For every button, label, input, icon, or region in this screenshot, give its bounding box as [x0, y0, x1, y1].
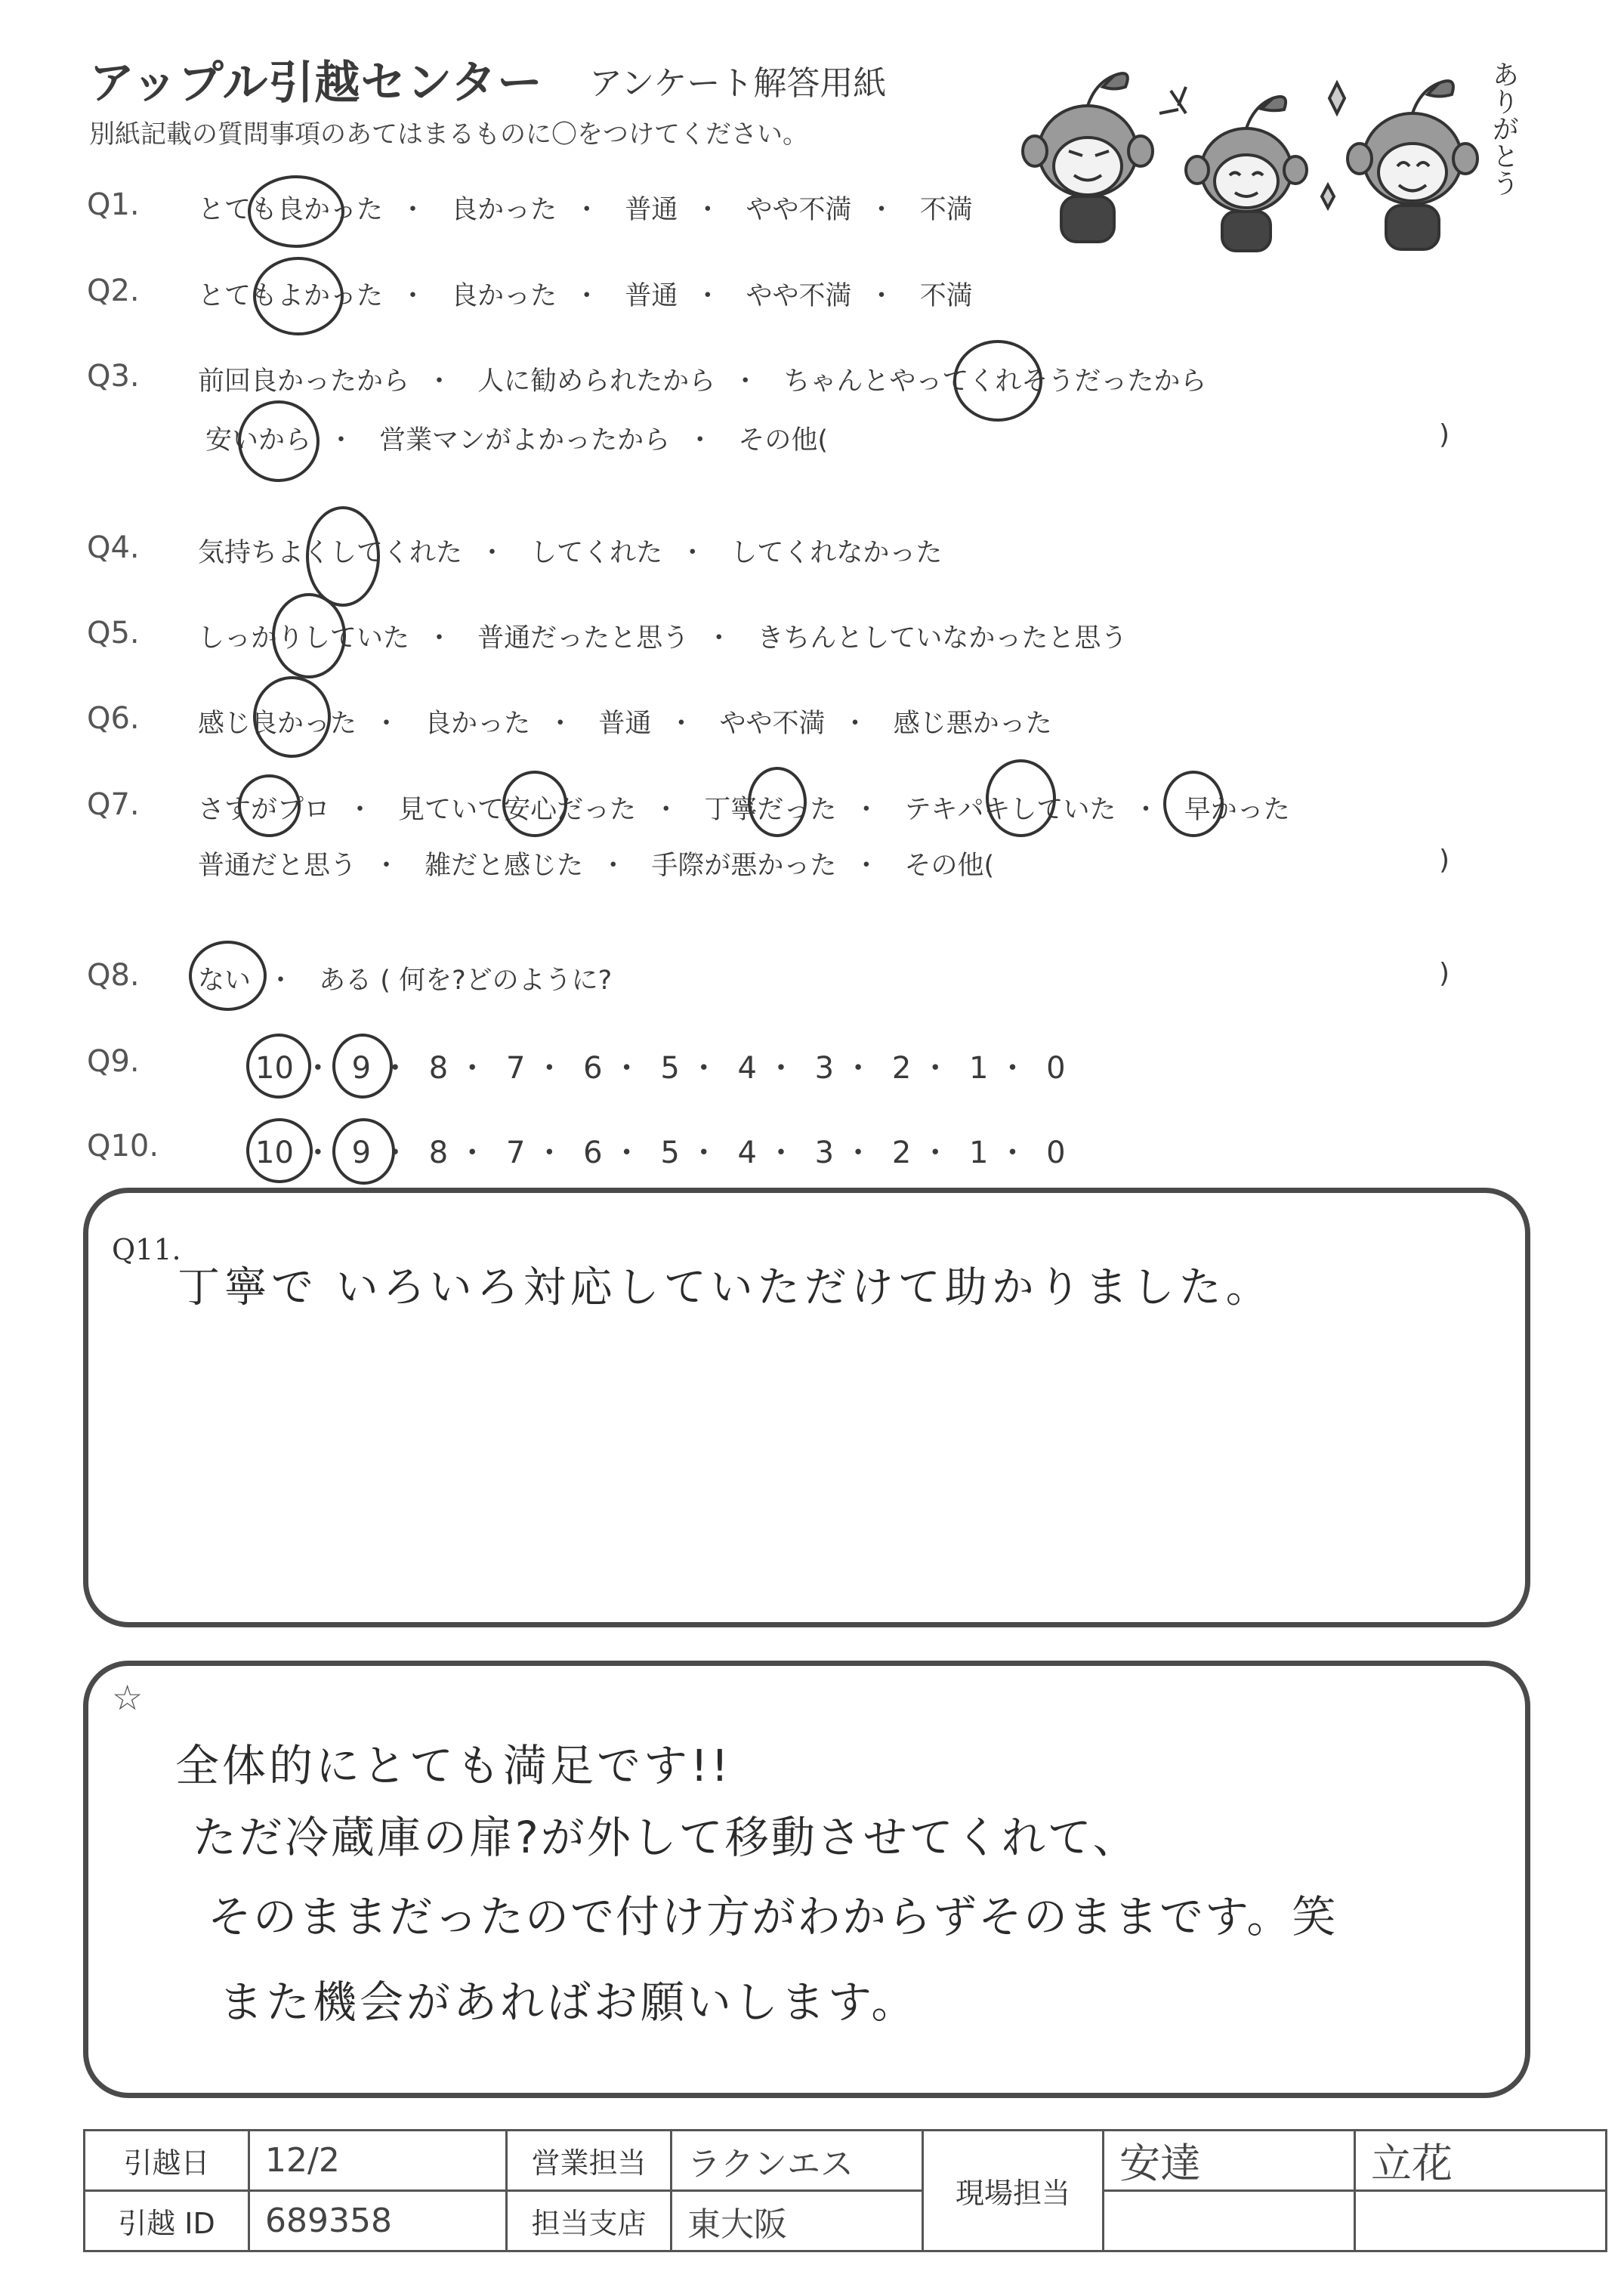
q1-options: とても良かった ・ 良かった ・ 普通 ・ やや不満 ・ 不満 [198, 189, 973, 227]
q5-label: Q5. [87, 616, 140, 651]
q10-scale: 10 ・ 9 ・ 8 ・ 7 ・ 6 ・ 5 ・ 4 ・ 3 ・ 2 ・ 1 ・ 0 [255, 1136, 1066, 1170]
q10-score-8[interactable]: 8 [428, 1136, 449, 1170]
q8-close-paren: ) [1439, 958, 1450, 989]
q3-options-line1: 前回良かったから ・ 人に勧められたから ・ ちゃんとやってくれそうだったから [198, 360, 1206, 398]
q4-label: Q4. [87, 530, 140, 565]
q4-options: 気持ちよくしてくれた ・ してくれた ・ してくれなかった [198, 532, 942, 570]
site-staff-1-extra[interactable] [1104, 2191, 1355, 2251]
move-id-label: 引越 ID [85, 2191, 249, 2251]
q1-option-1[interactable]: とても良かった [198, 195, 384, 225]
move-info-table [83, 2129, 1607, 2252]
sales-staff-label: 営業担当 [507, 2131, 672, 2191]
q10-score-0[interactable]: 0 [1046, 1136, 1066, 1170]
q10-score-5[interactable]: 5 [660, 1136, 680, 1170]
comment-line-3: そのままだったので付け方がわからずそのままです。笑 [208, 1891, 1338, 1942]
q7-option-6[interactable]: 普通だと思う [198, 851, 357, 881]
q8-selection-circle [189, 941, 267, 1011]
q3-option-5[interactable]: 営業マンがよかったから [379, 425, 671, 456]
comment-line-4: また機会があればお願いします。 [219, 1976, 919, 2028]
q7-selection-circle-1 [238, 774, 301, 837]
q2-option-3[interactable]: 普通 [625, 281, 678, 311]
q10-score-10[interactable]: 10 [255, 1136, 294, 1170]
q9-label: Q9. [87, 1044, 140, 1079]
q10-score-7[interactable]: 7 [505, 1136, 526, 1170]
site-staff-1-value[interactable]: 安達 [1104, 2131, 1355, 2191]
q9-selection-circle-9 [332, 1034, 393, 1099]
comment-box[interactable] [83, 1661, 1530, 2098]
q9-score-5[interactable]: 5 [660, 1051, 680, 1086]
q3-selection-circle-1 [953, 340, 1042, 422]
q9-score-7[interactable]: 7 [505, 1051, 526, 1086]
q6-option-5[interactable]: 感じ悪かった [893, 709, 1052, 739]
company-name: アップル引越センター [89, 57, 543, 110]
q10-score-2[interactable]: 2 [891, 1136, 912, 1170]
q6-option-4[interactable]: やや不満 [719, 709, 826, 739]
q9-selection-circle-10 [246, 1034, 311, 1099]
q8-label: Q8. [87, 958, 140, 993]
sales-staff-value[interactable]: ラクンエス [672, 2131, 923, 2191]
site-staff-2-extra[interactable] [1355, 2191, 1607, 2251]
q5-option-3[interactable]: きちんとしていなかったと思う [757, 623, 1128, 654]
q2-selection-circle [253, 257, 344, 335]
q5-option-2[interactable]: 普通だったと思う [477, 623, 690, 654]
q6-selection-circle [253, 676, 331, 758]
q2-option-1[interactable]: とてもよかった [198, 281, 384, 311]
q3-option-2[interactable]: 人に勧められたから [477, 366, 716, 397]
q3-option-4[interactable]: 安いから [205, 425, 312, 456]
q5-option-1[interactable]: しっかりしていた [198, 623, 410, 654]
q4-option-2[interactable]: してくれた [530, 538, 663, 568]
site-staff-label: 現場担当 [923, 2131, 1104, 2251]
branch-value[interactable]: 東大阪 [672, 2191, 923, 2251]
q10-score-1[interactable]: 1 [969, 1136, 989, 1170]
q9-score-1[interactable]: 1 [969, 1051, 989, 1086]
q9-score-8[interactable]: 8 [428, 1051, 449, 1086]
q7-selection-circle-2 [502, 771, 567, 837]
q7-selection-circle-4 [986, 759, 1056, 837]
q10-score-3[interactable]: 3 [814, 1136, 835, 1170]
comment-line-1: 全体的にとても満足です!! [175, 1740, 732, 1791]
q7-option-7[interactable]: 雑だと感じた [425, 851, 584, 881]
move-id-value[interactable]: 689358 [249, 2191, 507, 2251]
q3-close-paren: ) [1439, 419, 1450, 450]
q7-option-9[interactable]: その他( [904, 851, 995, 881]
q7-close-paren: ) [1439, 845, 1450, 876]
q7-selection-circle-3 [748, 767, 807, 837]
q6-option-2[interactable]: 良かった [425, 709, 531, 739]
q1-option-5[interactable]: 不満 [919, 195, 973, 225]
comment-line-2: ただ冷蔵庫の扉?が外して移動させてくれて、 [193, 1812, 1139, 1863]
q11-label: Q11. [112, 1233, 181, 1266]
q2-label: Q2. [87, 273, 140, 308]
q5-selection-circle [272, 593, 346, 678]
mascot-text: ありがとう [1488, 60, 1519, 196]
form-title: アンケート解答用紙 [589, 64, 887, 103]
q1-option-2[interactable]: 良かった [451, 195, 557, 225]
q7-label: Q7. [87, 787, 140, 822]
q9-score-0[interactable]: 0 [1046, 1051, 1066, 1086]
q3-selection-circle-2 [238, 400, 320, 482]
q10-label: Q10. [87, 1129, 159, 1163]
q9-score-6[interactable]: 6 [583, 1051, 603, 1086]
q1-selection-circle [248, 175, 344, 248]
q2-option-5[interactable]: 不満 [919, 281, 973, 311]
q10-selection-circle-9 [332, 1118, 395, 1185]
q8-options: ない ・ ある ( 何を?どのように? [198, 960, 612, 997]
q9-score-3[interactable]: 3 [814, 1051, 835, 1086]
q9-score-4[interactable]: 4 [737, 1051, 757, 1086]
q10-selection-circle-10 [246, 1118, 313, 1183]
q6-options: 感じ良かった ・ 良かった ・ 普通 ・ やや不満 ・ 感じ悪かった [198, 703, 1052, 740]
q7-option-8[interactable]: 手際が悪かった [651, 851, 837, 881]
comment-star-mark: ☆ [112, 1677, 144, 1718]
q6-option-3[interactable]: 普通 [598, 709, 652, 739]
q7-options-line2: 普通だと思う ・ 雑だと感じた ・ 手際が悪かった ・ その他( [198, 845, 994, 882]
q9-score-10[interactable]: 10 [255, 1051, 294, 1086]
q3-options-line2: 安いから ・ 営業マンがよかったから ・ その他( [205, 419, 828, 457]
q8-option-2[interactable]: ある ( 何を?どのように? [319, 966, 613, 996]
q3-option-3[interactable]: ちゃんとやってくれそうだったから [783, 366, 1207, 397]
q7-selection-circle-5 [1163, 771, 1224, 837]
q7-option-2[interactable]: 見ていて安心だった [398, 795, 637, 825]
q7-option-1[interactable]: さすがプロ [198, 795, 331, 825]
branch-label: 担当支店 [507, 2191, 672, 2251]
q7-options-line1: さすがプロ ・ 見ていて安心だった ・ 丁寧だった ・ テキパキしていた ・ 早かった [198, 789, 1290, 827]
q5-options: しっかりしていた ・ 普通だったと思う ・ きちんとしていなかったと思う [198, 617, 1127, 655]
q10-score-6[interactable]: 6 [583, 1136, 603, 1170]
instruction-text: 別紙記載の質問事項のあてはまるものに〇をつけてください。 [89, 119, 808, 150]
q1-option-4[interactable]: やや不満 [746, 195, 852, 225]
q7-option-3[interactable]: 丁寧だった [704, 795, 837, 825]
q10-score-4[interactable]: 4 [737, 1136, 757, 1170]
site-staff-2-value[interactable]: 立花 [1355, 2131, 1607, 2191]
q11-answer-text: 丁寧で いろいろ対応していただけて助かりました。 [178, 1263, 1273, 1312]
q10-score-9[interactable]: 9 [351, 1136, 372, 1170]
q3-option-6[interactable]: その他( [738, 425, 828, 456]
q3-option-1[interactable]: 前回良かったから [198, 366, 410, 397]
q2-option-2[interactable]: 良かった [451, 281, 557, 311]
q6-label: Q6. [87, 701, 140, 736]
q1-label: Q1. [87, 187, 140, 222]
q9-score-2[interactable]: 2 [891, 1051, 912, 1086]
q8-option-1[interactable]: ない [198, 966, 252, 996]
q2-options: とてもよかった ・ 良かった ・ 普通 ・ やや不満 ・ 不満 [198, 275, 973, 313]
q7-option-5[interactable]: 早かった [1184, 795, 1290, 825]
q9-score-9[interactable]: 9 [351, 1051, 372, 1086]
q1-option-3[interactable]: 普通 [625, 195, 678, 225]
q6-option-1[interactable]: 感じ良かった [198, 709, 357, 739]
q7-option-4[interactable]: テキパキしていた [904, 795, 1116, 825]
move-date-label: 引越日 [85, 2131, 249, 2191]
q4-selection-circle [306, 506, 380, 607]
mascot-illustration [990, 45, 1518, 257]
q9-scale: 10 ・ 9 ・ 8 ・ 7 ・ 6 ・ 5 ・ 4 ・ 3 ・ 2 ・ 1 ・ 0 [255, 1051, 1066, 1086]
q4-option-3[interactable]: してくれなかった [730, 538, 943, 568]
q2-option-4[interactable]: やや不満 [746, 281, 852, 311]
move-date-value[interactable]: 12/2 [249, 2131, 507, 2191]
q4-option-1[interactable]: 気持ちよくしてくれた [198, 538, 463, 568]
q3-label: Q3. [87, 359, 140, 394]
